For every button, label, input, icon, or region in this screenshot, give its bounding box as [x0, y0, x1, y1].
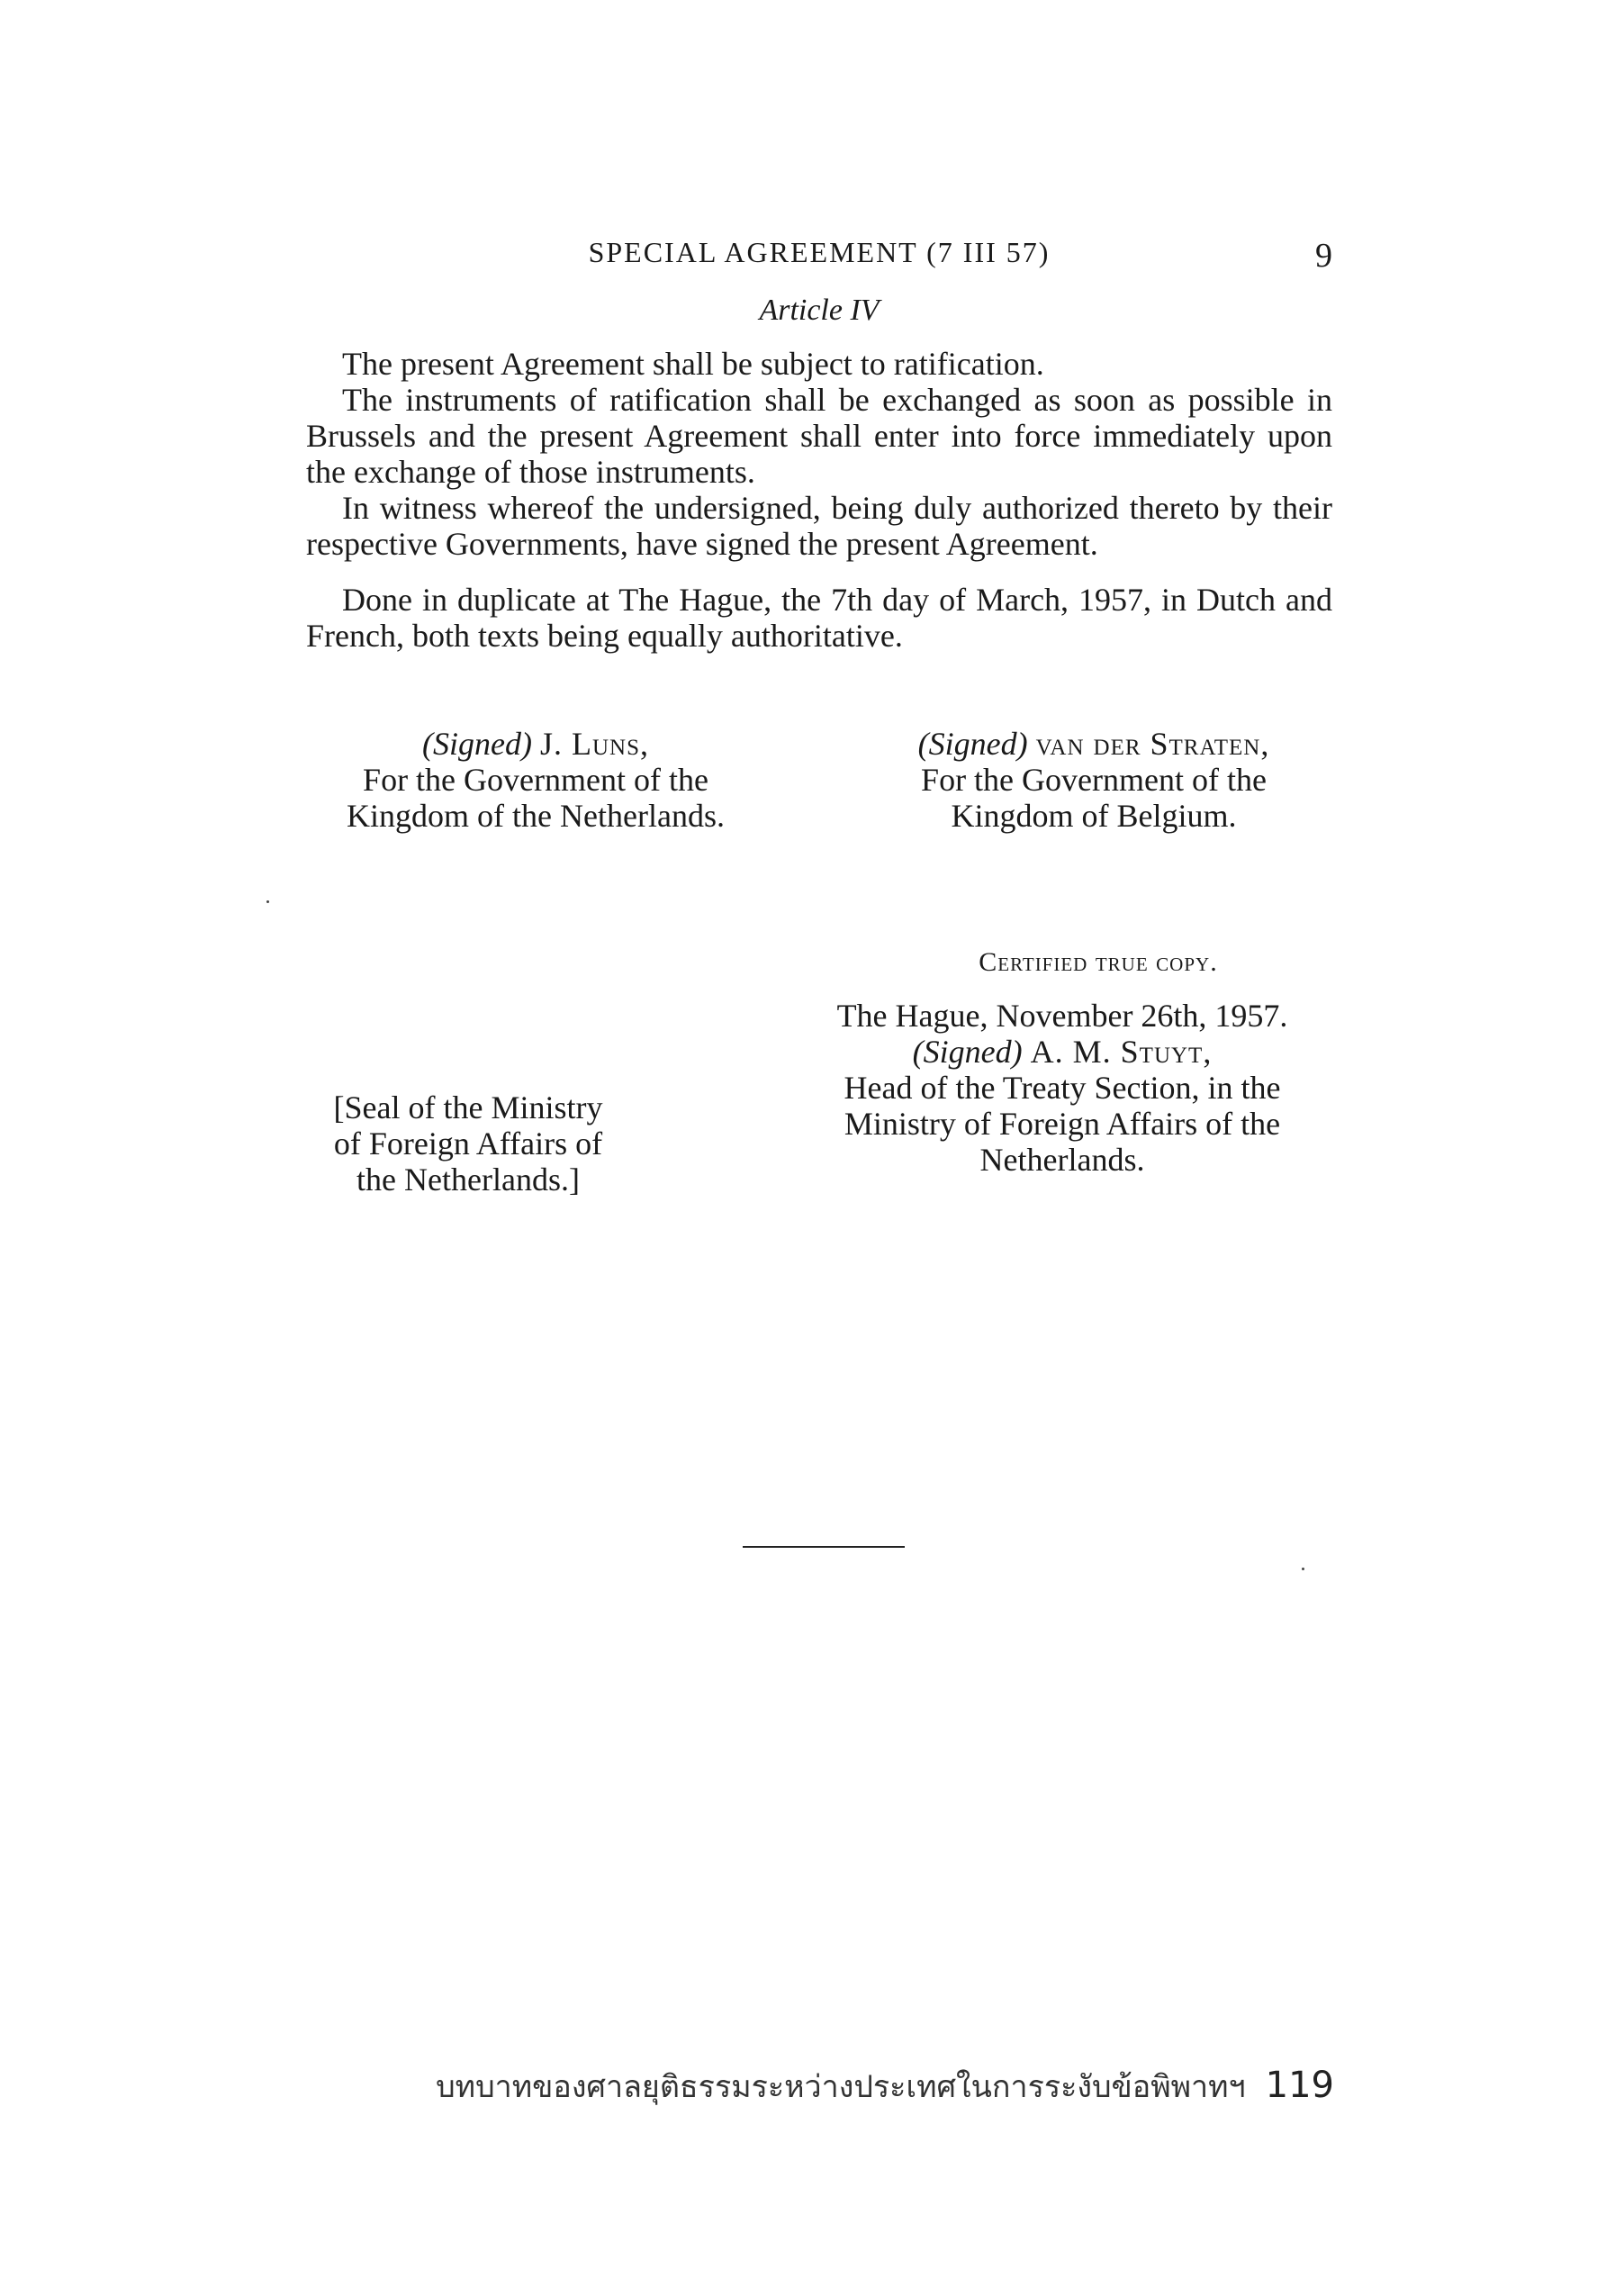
seal-line: the Netherlands.] [356, 1162, 580, 1198]
page-footer [436, 2062, 1334, 2111]
signatory-role: For the Government of the [921, 762, 1267, 798]
footer-book-title: บทบาทของศาลยุติธรรมระหว่างประเทศในการระงับข้อพิพาทฯ [436, 2069, 1246, 2105]
signatory-name: A. M. Stuyt, [1030, 1034, 1213, 1070]
signatory-role: Netherlands. [979, 1142, 1145, 1178]
scan-speck [266, 900, 269, 903]
seal-line: [Seal of the Ministry [333, 1089, 603, 1125]
signatory-name: J. Luns, [539, 726, 649, 762]
article-heading: Article IV [759, 294, 880, 327]
paragraph: The instruments of ratification shall be exchanged as soon as possible in Brussels and the present Agreement shall enter into force immediately upon the exchange of those instruments. [306, 382, 1332, 490]
end-rule [743, 1546, 905, 1548]
signatory-role: Kingdom of the Netherlands. [347, 798, 725, 834]
seal-note [297, 1089, 639, 1198]
paragraph-done-in-duplicate: Done in duplicate at The Hague, the 7th day of March, 1957, in Dutch and French, both texts being equally authoritative. [306, 582, 1332, 654]
signed-label: (Signed) [917, 726, 1028, 762]
seal-line: of Foreign Affairs of [333, 1125, 603, 1162]
signatory-role: Ministry of Foreign Affairs of the [844, 1106, 1281, 1142]
signatory-role: For the Government of the [363, 762, 708, 798]
certification-place-date: The Hague, November 26th, 1957. [836, 998, 1288, 1034]
article-body [306, 346, 1332, 654]
signatory-role: Head of the Treaty Section, in the [844, 1070, 1281, 1106]
footer-page-number: 119 [1265, 2065, 1334, 2106]
signatory-name: van der Straten, [1035, 726, 1270, 762]
signature-line [792, 1034, 1332, 1070]
signatory-role: Kingdom of Belgium. [951, 798, 1237, 834]
paragraph: The present Agreement shall be subject to ratification. [342, 346, 1044, 382]
signed-label: (Signed) [422, 726, 532, 762]
certification-block [792, 998, 1332, 1178]
certified-true-copy-heading: Certified true copy. [979, 947, 1218, 977]
running-header [306, 236, 1332, 275]
page-number: 9 [1315, 237, 1332, 275]
signature-netherlands [306, 726, 765, 834]
scan-speck [1302, 1568, 1304, 1570]
running-title: SPECIAL AGREEMENT (7 III 57) [588, 236, 1051, 268]
signature-line [855, 726, 1332, 762]
signature-belgium [855, 726, 1332, 834]
signed-label: (Signed) [912, 1034, 1023, 1070]
paragraph: In witness whereof the undersigned, being duly authorized thereto by their respective Governments, have signed the present Agreement. [306, 490, 1332, 562]
signature-line [306, 726, 765, 762]
